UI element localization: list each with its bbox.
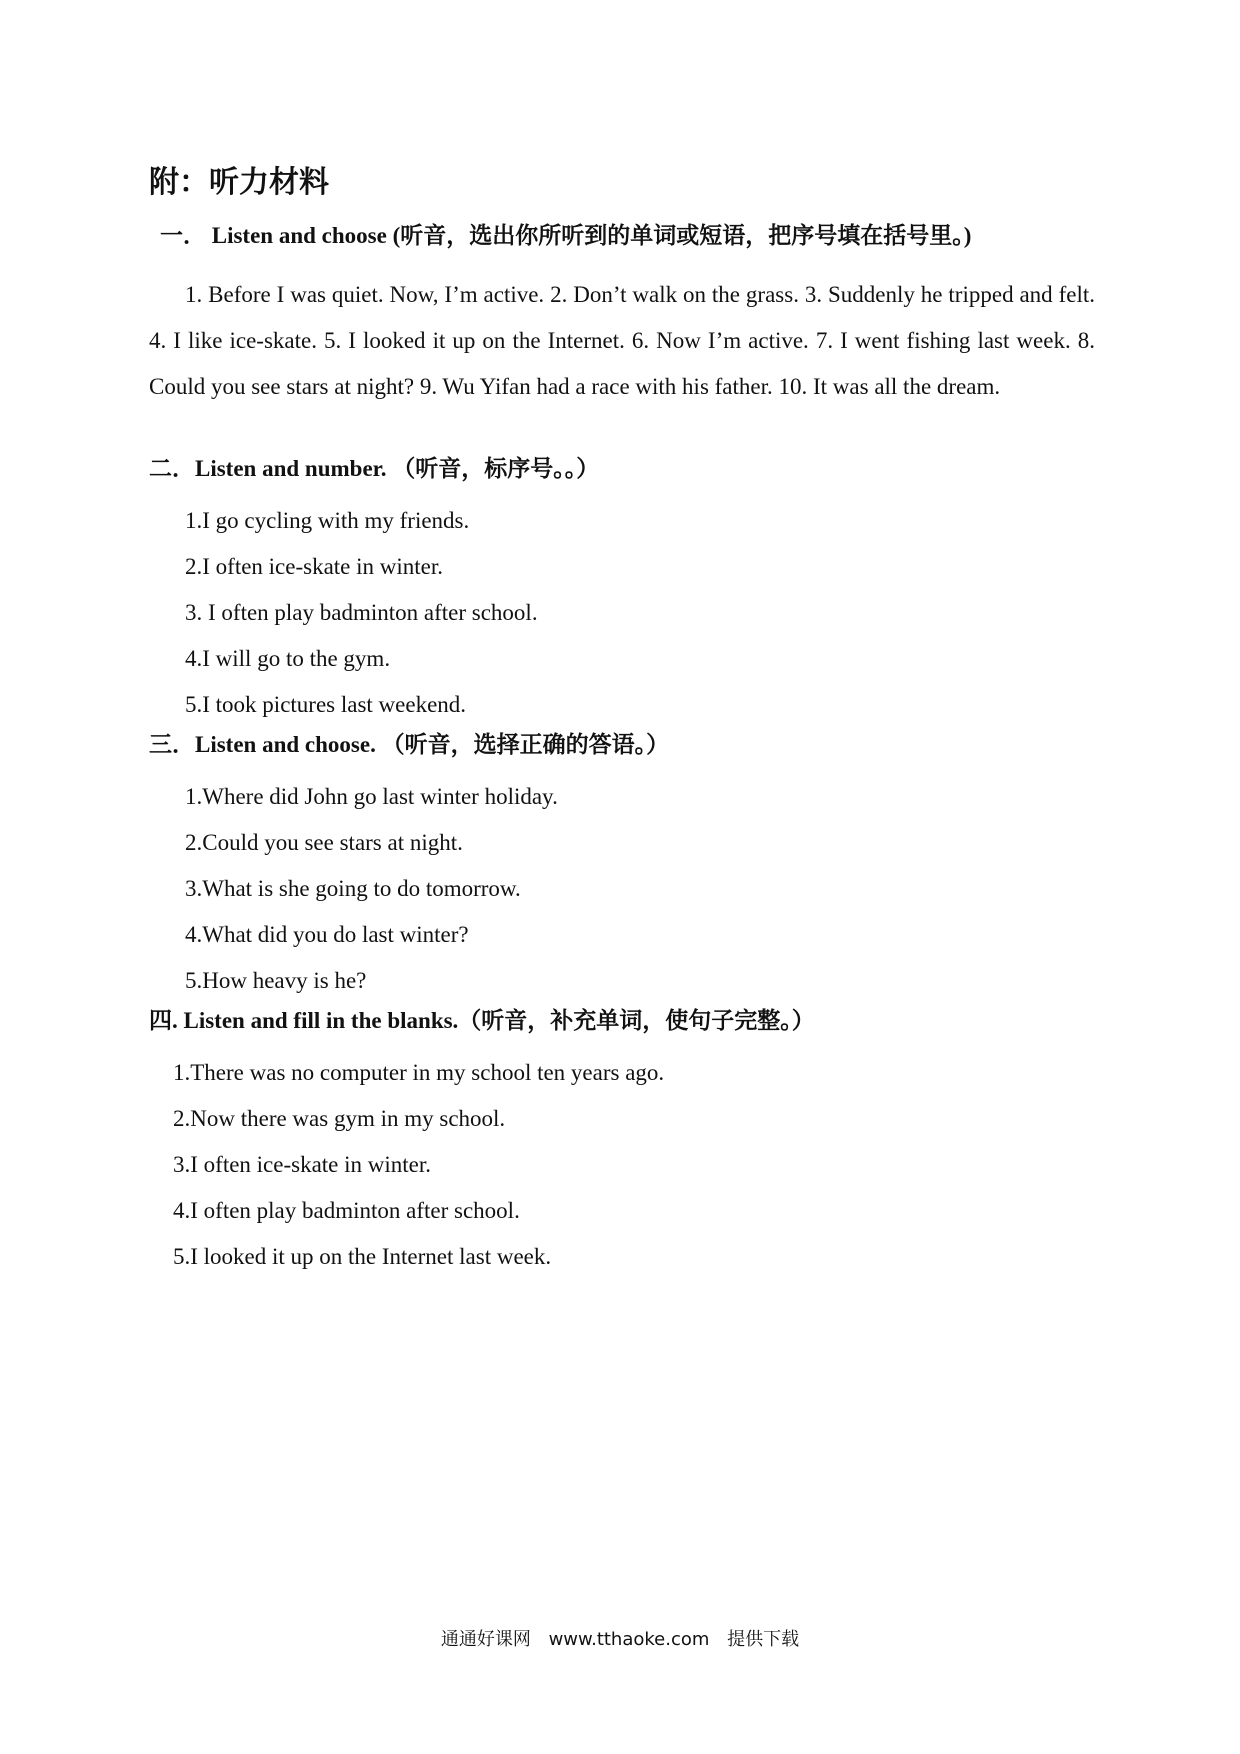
list-item: 3.What is she going to do tomorrow. [185, 876, 521, 901]
list-item: 1.I go cycling with my friends. [185, 508, 470, 533]
list-item: 5.I looked it up on the Internet last week. [173, 1244, 552, 1269]
list-item: 1.Where did John go last winter holiday. [185, 784, 558, 809]
list-item: 4.I often play badminton after school. [173, 1198, 520, 1223]
section-2-list [185, 498, 538, 728]
section-1-paragraph: 1. Before I was quiet. Now, I’m active. 2. Don’t walk on the grass. 3. Suddenly he tripped and felt. 4. I like ice-skate. 5. I looked it up on the Internet. 6. Now I’m active. 7. I went fishing last week. 8. Could you see stars at night? 9. Wu Yifan had a race with his father. 10. It was all the dream. [149, 282, 1095, 399]
list-item: 3.I often ice-skate in winter. [173, 1152, 432, 1177]
list-item: 2.I often ice-skate in winter. [185, 554, 444, 579]
section-2-heading: 二．Listen and number. （听音，标序号。。） [149, 456, 600, 481]
list-item: 1.There was no computer in my school ten years ago. [173, 1060, 665, 1085]
section-4-heading: 四. Listen and fill in the blanks.（听音，补充单词，使句子完整。） [149, 1008, 815, 1033]
section-1-heading: 一． Listen and choose (听音，选出你所听到的单词或短语，把序号填在括号里。) [160, 223, 972, 248]
footer-suffix: 提供下载 [727, 1629, 800, 1650]
footer-url: www.tthaoke.com [548, 1629, 710, 1650]
section-3-list [185, 774, 558, 1004]
list-item: 5.How heavy is he? [185, 968, 367, 993]
page-footer [0, 1628, 1240, 1652]
list-item: 2.Now there was gym in my school. [173, 1106, 506, 1131]
list-item: 5.I took pictures last weekend. [185, 692, 467, 717]
footer-site-name: 通通好课网 [440, 1629, 531, 1650]
section-4-list [173, 1050, 664, 1280]
list-item: 4.I will go to the gym. [185, 646, 391, 671]
list-item: 4.What did you do last winter? [185, 922, 469, 947]
section-3-heading: 三．Listen and choose. （听音，选择正确的答语。） [149, 732, 670, 757]
list-item: 3. I often play badminton after school. [185, 600, 538, 625]
list-item: 2.Could you see stars at night. [185, 830, 463, 855]
appendix-title: 附：听力材料 [149, 166, 329, 199]
